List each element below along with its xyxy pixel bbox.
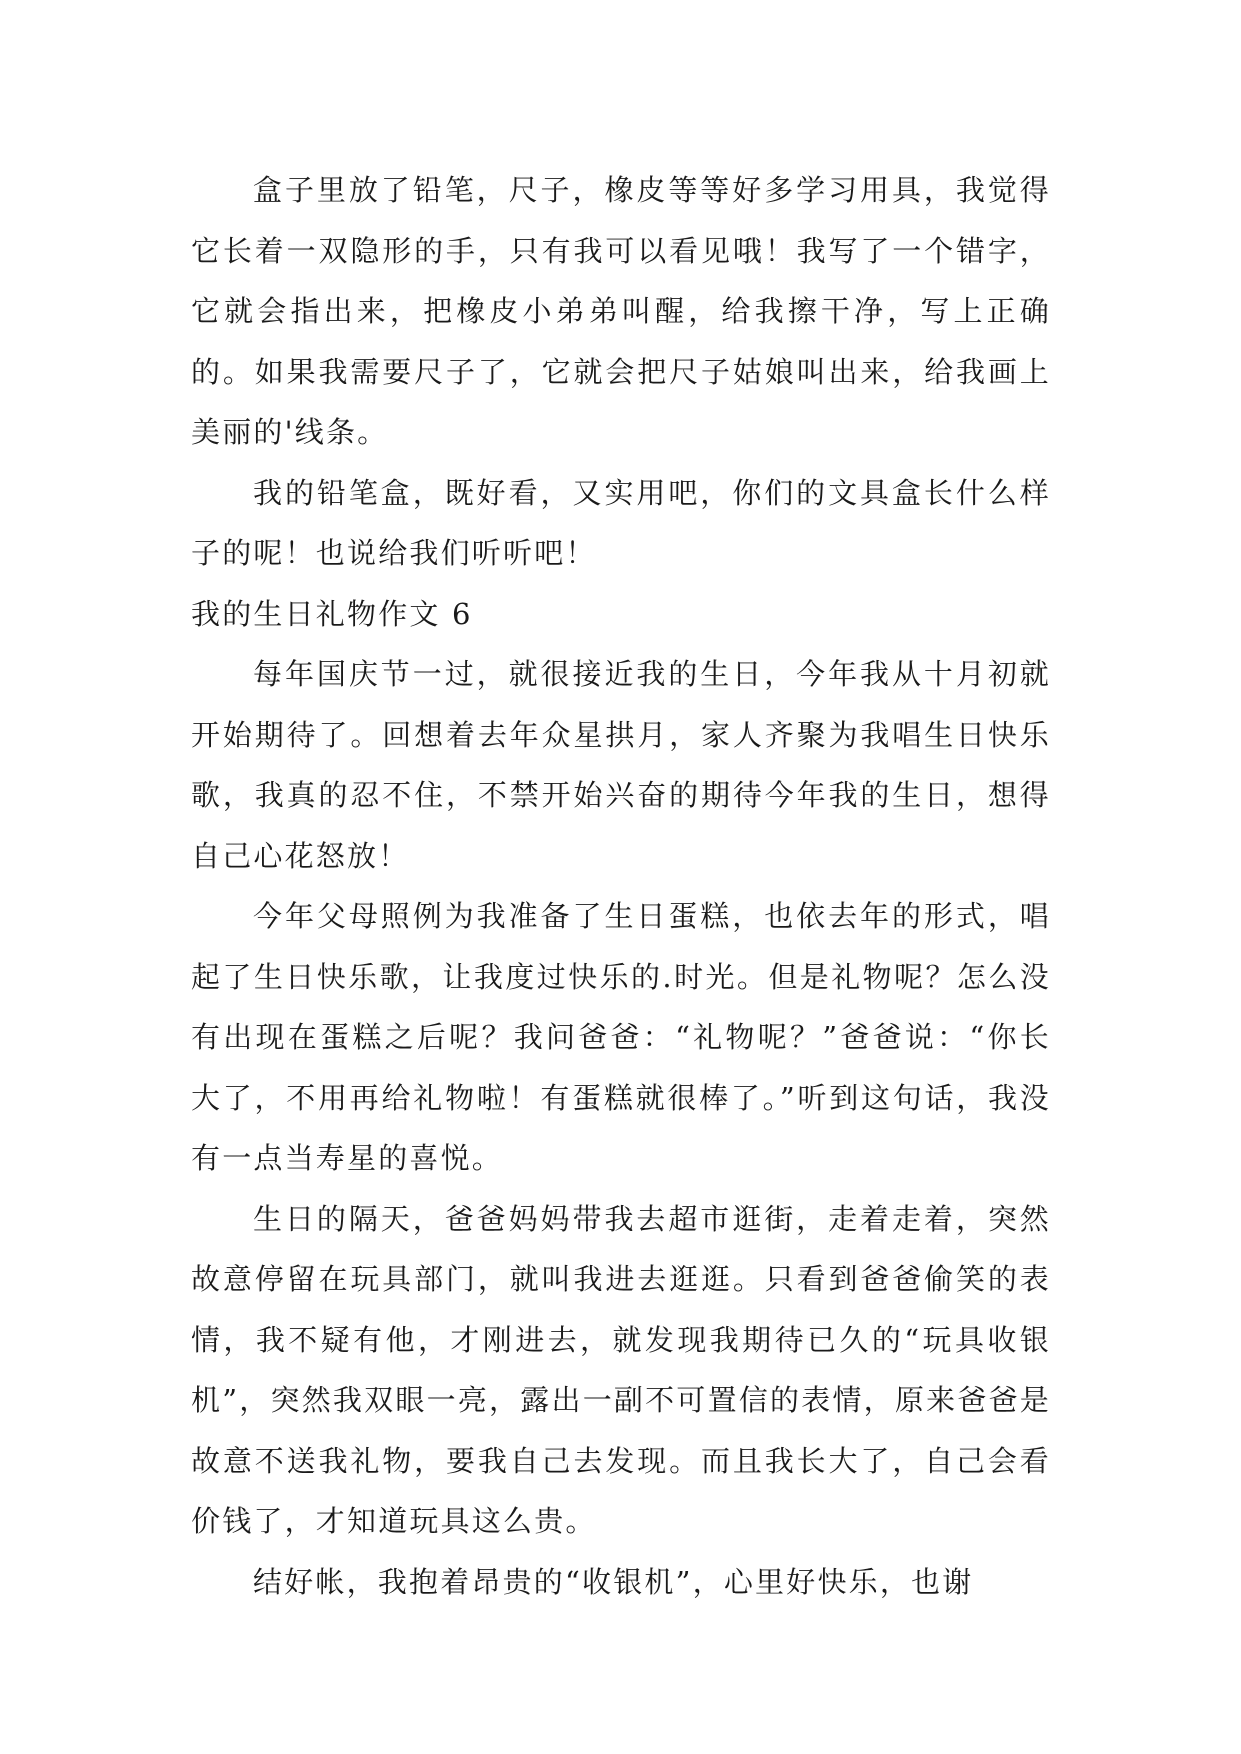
paragraph-birthday-anticipation: 每年国庆节一过，就很接近我的生日，今年我从十月初就开始期待了。回想着去年众星拱月，家人齐聚为我唱生日快乐歌，我真的忍不住，不禁开始兴奋的期待今年我的生日，想得自己心花怒放！	[191, 657, 1051, 873]
paragraph-toy-store: 生日的隔天，爸爸妈妈带我去超市逛街，走着走着，突然故意停留在玩具部门，就叫我进去逛逛。只看到爸爸偷笑的表情，我不疑有他，才刚进去，就发现我期待已久的“玩具收银机”，突然我双眼一亮，露出一副不可置信的表情，原来爸爸是故意不送我礼物，要我自己去发现。而且我长大了，自己会看价钱了，才知道玩具这么贵。	[191, 1201, 1051, 1538]
section-title: 我的生日礼物作文 6	[191, 596, 473, 631]
document-body	[191, 160, 1051, 1612]
paragraph-pencil-box-conclusion: 我的铅笔盒，既好看，又实用吧，你们的文具盒长什么样子的呢！也说给我们听听吧！	[191, 475, 1051, 570]
paragraph-birthday-cake: 今年父母照例为我准备了生日蛋糕，也依去年的形式，唱起了生日快乐歌，让我度过快乐的.时光。但是礼物呢？怎么没有出现在蛋糕之后呢？我问爸爸：“礼物呢？”爸爸说：“你长大了，不用再给礼物啦！有蛋糕就很棒了。”听到这句话，我没有一点当寿星的喜悦。	[191, 899, 1051, 1175]
paragraph-checkout: 结好帐，我抱着昂贵的“收银机”，心里好快乐，也谢	[253, 1564, 974, 1599]
paragraph-pencil-box-contents: 盒子里放了铅笔，尺子，橡皮等等好多学习用具，我觉得它长着一双隐形的手，只有我可以看见哦！我写了一个错字，它就会指出来，把橡皮小弟弟叫醒，给我擦干净，写上正确的。如果我需要尺子了，它就会把尺子姑娘叫出来，给我画上美丽的'线条。	[191, 173, 1051, 449]
